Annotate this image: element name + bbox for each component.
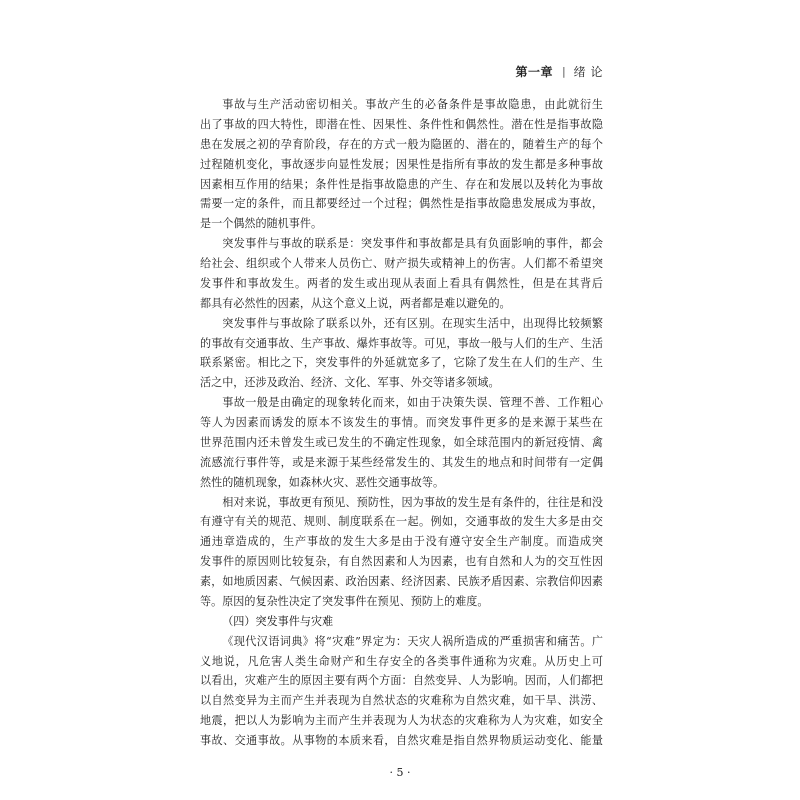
page-number: · 5 · bbox=[389, 766, 411, 779]
text-line: 的事故有交通事故、生产事故、爆炸事故等。可见，事故一般与人们的生产、生活 bbox=[200, 336, 603, 350]
text-line: 发事件的原因则比较复杂，有自然因素和人为因素，也有自然和人为的交互性因 bbox=[200, 555, 603, 569]
paragraph bbox=[200, 234, 603, 314]
text-line: 都具有必然性的因素，从这个意义上说，两者都是难以避免的。 bbox=[200, 296, 511, 310]
text-line: 义地说，凡危害人类生命财产和生存安全的各类事件通称为灾难。从历史上可 bbox=[200, 654, 603, 668]
text-line: 素，如地质因素、气候因素、政治因素、经济因素、民族矛盾因素、宗教信仰因素 bbox=[200, 575, 603, 588]
section-heading: （四）突发事件与灾难 bbox=[222, 614, 334, 628]
paragraph bbox=[200, 493, 603, 612]
text-line: 事故、交通事故。从事物的本质来看，自然灾难是指自然界物质运动变化、能量 bbox=[200, 734, 603, 747]
text-line: 等人为因素而诱发的原本不该发生的事情。而突发事件更多的是来源于某些在 bbox=[200, 416, 603, 429]
text-line: 联系紧密。相比之下，突发事件的外延就宽多了，它除了发生在人们的生产、生 bbox=[200, 356, 603, 370]
running-header bbox=[515, 63, 603, 81]
header-separator: | bbox=[561, 65, 566, 78]
text-line: 以自然变异为主而产生并表现为自然状态的灾难称为自然灾难，如干旱、洪涝、 bbox=[200, 694, 603, 708]
text-line: 地震，把以人为影响为主而产生并表现为人为状态的灾难称为人为灾难，如安全 bbox=[200, 714, 603, 728]
text-line: 有遵守有关的规范、规则、制度联系在一起。例如，交通事故的发生大多是由交 bbox=[200, 515, 603, 529]
text-line: 世界范围内还未曾发生或已发生的不确定性现象，如全球范围内的新冠疫情、禽 bbox=[200, 435, 603, 449]
text-line: 事故一般是由确定的现象转化而来，如由于决策失误、管理不善、工作粗心 bbox=[222, 396, 603, 410]
text-line: 过程随机变化，事故逐步向显性发展；因果性是指所有事故的发生都是多种事故 bbox=[200, 157, 603, 171]
text-line: 流感流行事件等，或是来源于某些经常发生的、其发生的地点和时间带有一定偶 bbox=[200, 455, 603, 469]
text-line: 通违章造成的，生产事故的发生大多是由于没有遵守安全生产制度。而造成突 bbox=[200, 535, 603, 549]
paragraph bbox=[200, 95, 603, 234]
paragraph bbox=[200, 314, 603, 394]
text-line: 事故与生产活动密切相关。事故产生的必备条件是事故隐患，由此就衍生 bbox=[222, 98, 603, 111]
text-line: 等。原因的复杂性决定了突发事件在预见、预防上的难度。 bbox=[200, 594, 489, 608]
text-line: 给社会、组织或个人带来人员伤亡、财产损失或精神上的伤害。人们都不希望突 bbox=[200, 257, 603, 270]
chapter-label: 第一章 bbox=[515, 65, 553, 79]
text-line: 需要一定的条件，而且都要经过一个过程；偶然性是指事故隐患发展成为事故， bbox=[200, 197, 603, 211]
text-line: 相对来说，事故更有预见、预防性，因为事故的发生是有条件的，往往是和没 bbox=[222, 495, 603, 509]
text-line: 突发事件与事故除了联系以外，还有区别。在现实生活中，出现得比较频繁 bbox=[222, 316, 603, 330]
text-line: 是一个偶然的随机事件。 bbox=[200, 217, 323, 231]
text-line: 然性的随机现象，如森林火灾、恶性交通事故等。 bbox=[200, 475, 445, 489]
text-line: 突发事件与事故的联系是：突发事件和事故都是具有负面影响的事件，都会 bbox=[222, 237, 603, 251]
text-line: 发事件和事故发生。两者的发生或出现从表面上看具有偶然性，但是在其背后 bbox=[200, 276, 603, 290]
paragraph bbox=[200, 632, 603, 751]
text-line: 以看出，灾难产生的原因主要有两个方面：自然变异、人为影响。因而，人们都把 bbox=[200, 674, 603, 688]
chapter-title: 绪 论 bbox=[573, 65, 603, 79]
text-line: 患在发展之初的孕育阶段，存在的方式一般为隐匿的、潜在的，随着生产的每个 bbox=[200, 137, 603, 151]
text-line: 活之中，还涉及政治、经济、文化、军事、外交等诸多领域。 bbox=[200, 376, 500, 390]
paragraph bbox=[200, 393, 603, 492]
text-line: 出了事故的四大特性，即潜在性、因果性、条件性和偶然性。潜在性是指事故隐 bbox=[200, 117, 603, 131]
text-line: 《现代汉语词典》将“灾难”界定为：天灾人祸所造成的严重损害和痛苦。广 bbox=[222, 634, 603, 648]
text-line: 因素相互作用的结果；条件性是指事故隐患的产生、存在和发展以及转化为事故 bbox=[200, 177, 603, 191]
body-text bbox=[200, 95, 603, 751]
